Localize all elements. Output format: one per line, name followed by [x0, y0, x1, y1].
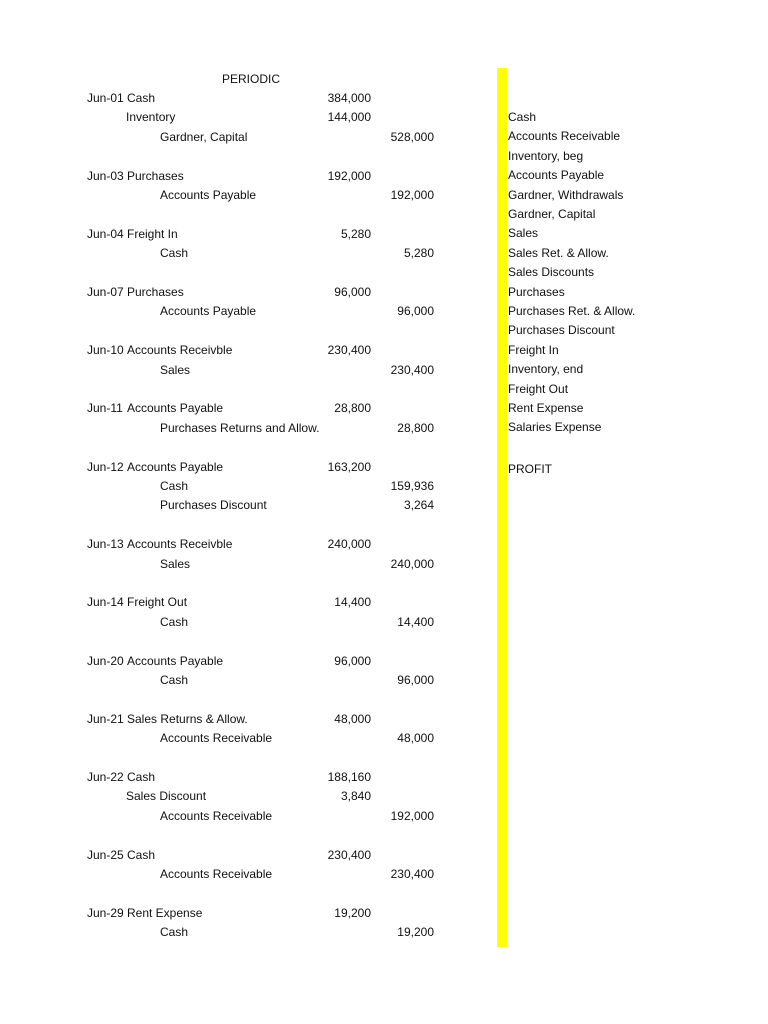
- entry-credit: 240,000: [390, 556, 434, 571]
- entry-account: Cash: [160, 925, 189, 940]
- entry-account: Inventory: [126, 110, 176, 125]
- entry-account: Freight In: [127, 226, 178, 241]
- entry-debit: 144,000: [327, 110, 371, 125]
- entry-credit: 96,000: [397, 673, 434, 687]
- account-list-item: Freight In: [508, 342, 559, 357]
- entry-credit: 192,000: [390, 808, 434, 823]
- entry-account: Sales Discount: [126, 789, 207, 804]
- entry-date: Jun-01: [87, 91, 124, 105]
- entry-credit: 230,400: [390, 362, 434, 377]
- account-list-item: Purchases Discount: [508, 323, 615, 338]
- entry-account: Purchases: [127, 285, 184, 299]
- account-list-item: Sales Discounts: [508, 265, 595, 280]
- entry-account: Accounts Payable: [160, 304, 257, 319]
- sheet-title: PERIODIC: [222, 72, 281, 86]
- entry-debit: 192,000: [327, 168, 371, 183]
- entry-account: Gardner, Capital: [160, 129, 248, 144]
- profit-label: PROFIT: [508, 462, 552, 476]
- entry-date: Jun-14: [87, 595, 124, 610]
- account-list-item: Accounts Receivable: [508, 129, 621, 144]
- entry-credit: 230,400: [390, 867, 434, 881]
- entry-credit: 96,000: [397, 304, 434, 319]
- entry-debit: 188,160: [327, 770, 371, 784]
- account-list-item: Cash: [508, 110, 537, 124]
- account-list-item: Gardner, Capital: [508, 207, 596, 221]
- entry-date: Jun-03: [87, 168, 124, 183]
- entry-account: Cash: [160, 673, 189, 687]
- entry-date: Jun-12: [87, 459, 124, 474]
- entry-credit: 5,280: [403, 246, 434, 261]
- account-list-item: Sales Ret. & Allow.: [508, 245, 609, 260]
- account-list-item: Purchases: [508, 284, 565, 299]
- entry-debit: 230,400: [327, 343, 371, 358]
- entry-account: Accounts Payable: [127, 459, 224, 474]
- entry-credit: 48,000: [397, 731, 434, 746]
- entry-debit: 384,000: [327, 91, 371, 105]
- entry-account: Accounts Receivble: [127, 343, 233, 358]
- entry-date: Jun-13: [87, 537, 124, 552]
- entry-date: Jun-29: [87, 905, 124, 920]
- entry-account: Accounts Receivble: [127, 537, 233, 552]
- account-list-item: Rent Expense: [508, 401, 584, 415]
- entry-credit: 28,800: [397, 420, 434, 435]
- entry-account: Accounts Payable: [127, 401, 224, 416]
- account-list-item: Gardner, Withdrawals: [508, 187, 624, 202]
- entry-account: Rent Expense: [127, 905, 203, 920]
- entry-debit: 5,280: [340, 226, 371, 241]
- entry-credit: 14,400: [397, 614, 434, 629]
- entry-account: Sales: [160, 556, 191, 571]
- entry-account: Purchases: [127, 168, 184, 183]
- entry-account: Sales: [160, 362, 191, 377]
- entry-debit: 19,200: [334, 905, 371, 920]
- account-list-item: Purchases Ret. & Allow.: [508, 304, 636, 318]
- entry-date: Jun-21: [87, 711, 124, 726]
- entry-account: Cash: [127, 770, 156, 784]
- entry-account: Cash: [127, 91, 156, 105]
- entry-debit: 230,400: [327, 847, 371, 862]
- entry-debit: 240,000: [327, 537, 371, 552]
- entry-account: Cash: [127, 847, 156, 862]
- entry-account: Accounts Payable: [127, 653, 224, 668]
- entry-debit: 14,400: [334, 595, 371, 610]
- entry-account: Purchases Discount: [160, 498, 267, 513]
- entry-credit: 19,200: [397, 925, 434, 940]
- entry-account: Freight Out: [127, 595, 188, 610]
- entry-credit: 192,000: [390, 188, 434, 202]
- entry-account: Purchases Returns and Allow.: [160, 420, 320, 435]
- entry-account: Cash: [160, 614, 189, 629]
- entry-date: Jun-10: [87, 343, 124, 358]
- entry-date: Jun-04: [87, 226, 124, 241]
- entry-account: Sales Returns & Allow.: [127, 711, 248, 726]
- entry-date: Jun-22: [87, 770, 124, 784]
- entry-account: Accounts Receivable: [160, 808, 273, 823]
- account-list-item: Inventory, beg: [508, 148, 584, 163]
- account-list-item: Sales: [508, 226, 539, 241]
- entry-account: Accounts Receivable: [160, 731, 273, 746]
- entry-date: Jun-07: [87, 285, 124, 299]
- entry-debit: 3,840: [340, 789, 371, 804]
- entry-date: Jun-11: [87, 401, 123, 416]
- entry-account: Cash: [160, 479, 189, 493]
- account-list-item: Accounts Payable: [508, 168, 605, 183]
- entry-credit: 3,264: [403, 498, 434, 513]
- entry-debit: 163,200: [327, 459, 371, 474]
- highlight-column: [497, 68, 507, 947]
- entry-debit: 48,000: [334, 711, 371, 726]
- entry-debit: 96,000: [334, 653, 371, 668]
- entry-account: Accounts Receivable: [160, 867, 273, 881]
- entry-credit: 528,000: [390, 129, 434, 144]
- entry-debit: 28,800: [334, 401, 371, 416]
- entry-debit: 96,000: [334, 285, 371, 299]
- entry-credit: 159,936: [390, 479, 434, 493]
- entry-date: Jun-25: [87, 847, 124, 862]
- entry-account: Accounts Payable: [160, 188, 257, 202]
- account-list-item: Inventory, end: [508, 362, 584, 377]
- entry-account: Cash: [160, 246, 189, 261]
- account-list-item: Freight Out: [508, 381, 569, 396]
- entry-date: Jun-20: [87, 653, 124, 668]
- account-list-item: Salaries Expense: [508, 420, 602, 435]
